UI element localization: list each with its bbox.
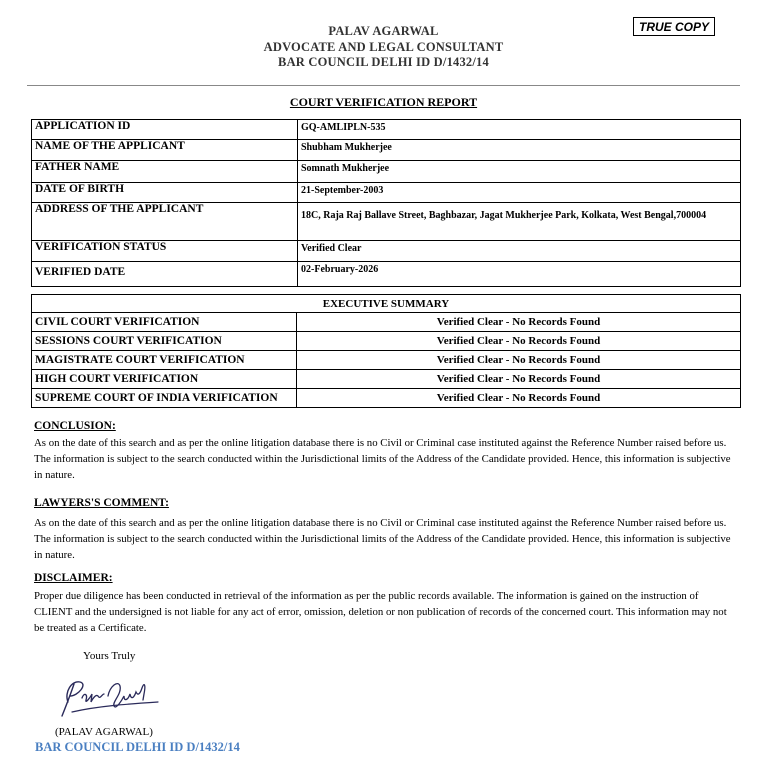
table-row	[32, 295, 741, 313]
advocate-designation: ADVOCATE AND LEGAL CONSULTANT	[263, 39, 504, 54]
detail-value: 18C, Raja Raj Ballave Street, Baghbazar, Jagat Mukherjee Park, Kolkata, West Bengal,700004	[298, 203, 741, 241]
table-row	[32, 370, 741, 389]
disclaimer-text: Proper due diligence has been conducted in retrieval of the information as per the public records available. The information is gained on the instruction of CLIENT and the undersigned is not liable for any act of error, omission, deletion or non publication of records of the concerned court. This information may not be treated as a Certificate.	[34, 590, 727, 634]
disclaimer-heading: DISCLAIMER:	[34, 572, 113, 584]
detail-value: 21-September-2003	[298, 183, 741, 203]
table-row	[32, 351, 741, 370]
detail-label: VERIFIED DATE	[32, 262, 298, 287]
table-row	[32, 183, 741, 203]
closing-text: Yours Truly	[83, 650, 136, 662]
signature-icon	[58, 672, 163, 722]
lawyers-comment-text: As on the date of this search and as per the online litigation database there is no Civil or Criminal case instituted against the Reference Number raised before us. The information is subject to the search conducted within the Jurisdictional limits of the Address of the Candidate provided. Hence, this information is subjective in nature.	[34, 517, 731, 561]
summary-label: CIVIL COURT VERIFICATION	[32, 313, 297, 332]
detail-value: GQ-AMLIPLN-535	[298, 120, 741, 140]
detail-value: 02-February-2026	[298, 262, 741, 287]
summary-label: SESSIONS COURT VERIFICATION	[32, 332, 297, 351]
advocate-bar-id: BAR COUNCIL DELHI ID D/1432/14	[278, 55, 489, 69]
table-row	[32, 120, 741, 140]
detail-label: ADDRESS OF THE APPLICANT	[32, 203, 298, 241]
detail-value: Verified Clear	[298, 241, 741, 262]
summary-value: Verified Clear - No Records Found	[297, 313, 741, 332]
summary-value: Verified Clear - No Records Found	[297, 332, 741, 351]
signatory-name: (PALAV AGARWAL)	[55, 726, 153, 738]
conclusion-heading: CONCLUSION:	[34, 420, 116, 432]
table-row	[32, 313, 741, 332]
lawyers-comment-heading: LAWYERS'S COMMENT:	[34, 497, 169, 509]
executive-summary-table	[31, 294, 741, 408]
summary-label: SUPREME COURT OF INDIA VERIFICATION	[32, 389, 297, 408]
summary-value: Verified Clear - No Records Found	[297, 351, 741, 370]
summary-value: Verified Clear - No Records Found	[297, 389, 741, 408]
applicant-details-table	[31, 119, 741, 287]
report-title: COURT VERIFICATION REPORT	[289, 95, 478, 109]
detail-label: FATHER NAME	[32, 161, 298, 183]
table-row	[32, 262, 741, 287]
table-row	[32, 332, 741, 351]
detail-value: Somnath Mukherjee	[298, 161, 741, 183]
detail-label: DATE OF BIRTH	[32, 183, 298, 203]
table-row	[32, 203, 741, 241]
detail-label: APPLICATION ID	[32, 120, 298, 140]
true-copy-stamp: TRUE COPY	[633, 17, 715, 36]
signatory-bar-id: BAR COUNCIL DELHI ID D/1432/14	[35, 740, 240, 754]
detail-value: Shubham Mukherjee	[298, 140, 741, 161]
summary-title: EXECUTIVE SUMMARY	[32, 295, 741, 313]
table-row	[32, 161, 741, 183]
advocate-name: PALAV AGARWAL	[328, 24, 439, 38]
summary-label: MAGISTRATE COURT VERIFICATION	[32, 351, 297, 370]
summary-value: Verified Clear - No Records Found	[297, 370, 741, 389]
table-row	[32, 241, 741, 262]
table-row	[32, 389, 741, 408]
summary-label: HIGH COURT VERIFICATION	[32, 370, 297, 389]
detail-label: NAME OF THE APPLICANT	[32, 140, 298, 161]
conclusion-text: As on the date of this search and as per the online litigation database there is no Civil or Criminal case instituted against the Reference Number raised before us. The information is subject to the search conducted within the Jurisdictional limits of the Address of the Candidate provided. Hence, this information is subjective in nature.	[34, 437, 731, 481]
table-row	[32, 140, 741, 161]
detail-label: VERIFICATION STATUS	[32, 241, 298, 262]
header-divider	[27, 85, 740, 86]
